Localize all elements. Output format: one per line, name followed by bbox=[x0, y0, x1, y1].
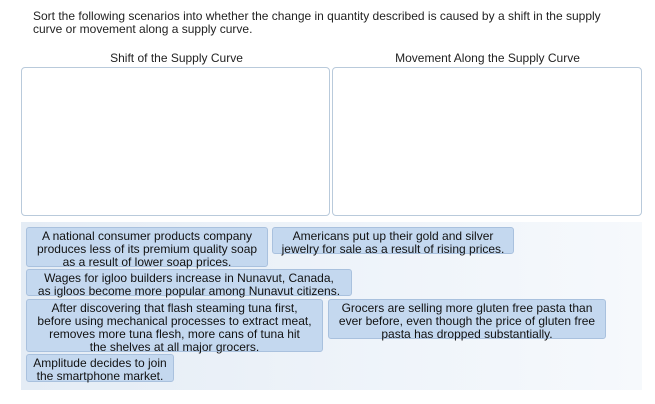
movement-drop-zone[interactable] bbox=[332, 67, 642, 216]
shift-column-header: Shift of the Supply Curve bbox=[110, 51, 243, 65]
draggable-card-tuna[interactable]: After discovering that flash steaming tuna first, before using mechanical processes to extract meat, removes more tuna flesh, more cans of tuna hit the shelves at all major grocers. bbox=[26, 299, 323, 352]
draggable-card-soap[interactable]: A national consumer products company produces less of its premium quality soap as a result of lower soap prices. bbox=[26, 227, 268, 267]
shift-drop-zone[interactable] bbox=[21, 67, 330, 216]
movement-column-header: Movement Along the Supply Curve bbox=[395, 51, 580, 65]
draggable-card-igloo-wages[interactable]: Wages for igloo builders increase in Nunavut, Canada, as igloos become more popular among Nunavut citizens. bbox=[26, 269, 352, 296]
draggable-card-jewelry[interactable]: Americans put up their gold and silver jewelry for sale as a result of rising prices. bbox=[272, 227, 514, 254]
instructions-text: Sort the following scenarios into whether the change in quantity described is caused by a shift in the supply curve or movement along a supply curve. bbox=[33, 9, 601, 36]
draggable-card-gluten-free-pasta[interactable]: Grocers are selling more gluten free pasta than ever before, even though the price of gluten free pasta has dropped substantially. bbox=[328, 299, 606, 339]
draggable-card-amplitude[interactable]: Amplitude decides to join the smartphone market. bbox=[26, 354, 174, 382]
